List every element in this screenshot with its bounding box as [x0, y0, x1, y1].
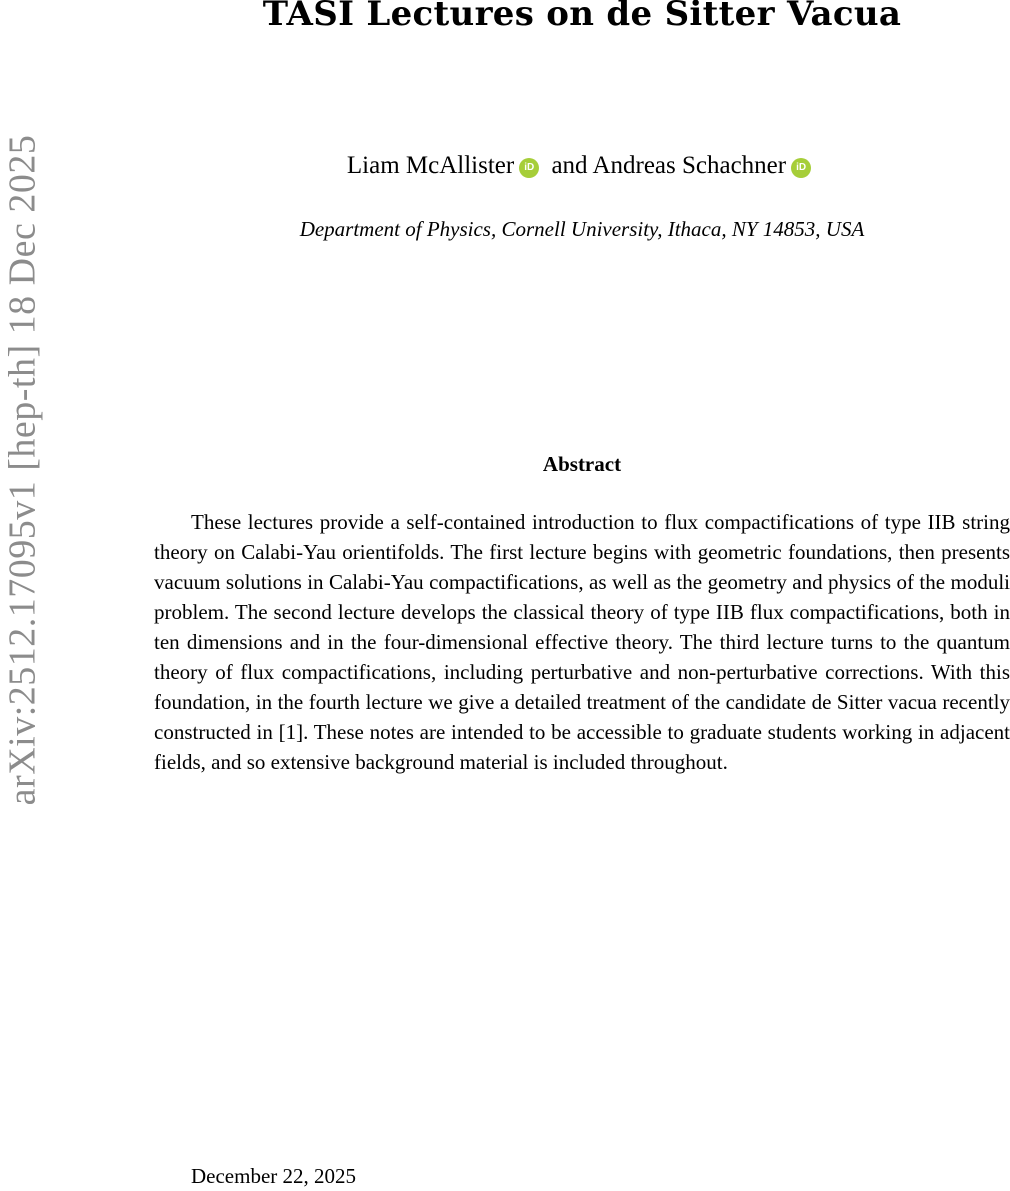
abstract-heading: Abstract: [542, 452, 622, 476]
paper-title: TASI Lectures on de Sitter Vacua: [262, 0, 902, 34]
author-connector: and: [551, 152, 588, 179]
affiliation: Department of Physics, Cornell University, Ithaca, NY 14853, USA: [299, 217, 865, 241]
abstract-text: These lectures provide a self-contained introduction to flux compactifications of type IIB string theory on Calabi-Yau orientifolds. The first lecture begins with geometric foundations, then presents vacuum solutions in Calabi-Yau compactifications, as well as the geometry and physics of the moduli problem. The second lecture develops the classical theory of type IIB flux compactifications, both in ten dimensions and in the four-dimensional effective theory. The third lecture turns to the quantum theory of flux compactifications, including perturbative and non-perturbative corrections. With this foundation, in the fourth lecture we give a detailed treatment of the candidate de Sitter vacua recently constructed in [1]. These notes are intended to be accessible to graduate students working in adjacent fields, and so extensive background material is included throughout.: [154, 510, 1010, 774]
author-first: Liam McAllister: [346, 152, 515, 179]
author-second: Andreas Schachner: [592, 152, 787, 179]
orcid-icon[interactable]: iD: [791, 158, 811, 178]
arxiv-stamp: [2, 100, 42, 840]
orcid-icon[interactable]: iD: [519, 158, 539, 178]
author-line: [154, 152, 1010, 180]
publication-date: December 22, 2025: [191, 1164, 357, 1188]
arxiv-stamp-text: arXiv:2512.17095v1 [hep-th] 18 Dec 2025: [1, 134, 44, 806]
